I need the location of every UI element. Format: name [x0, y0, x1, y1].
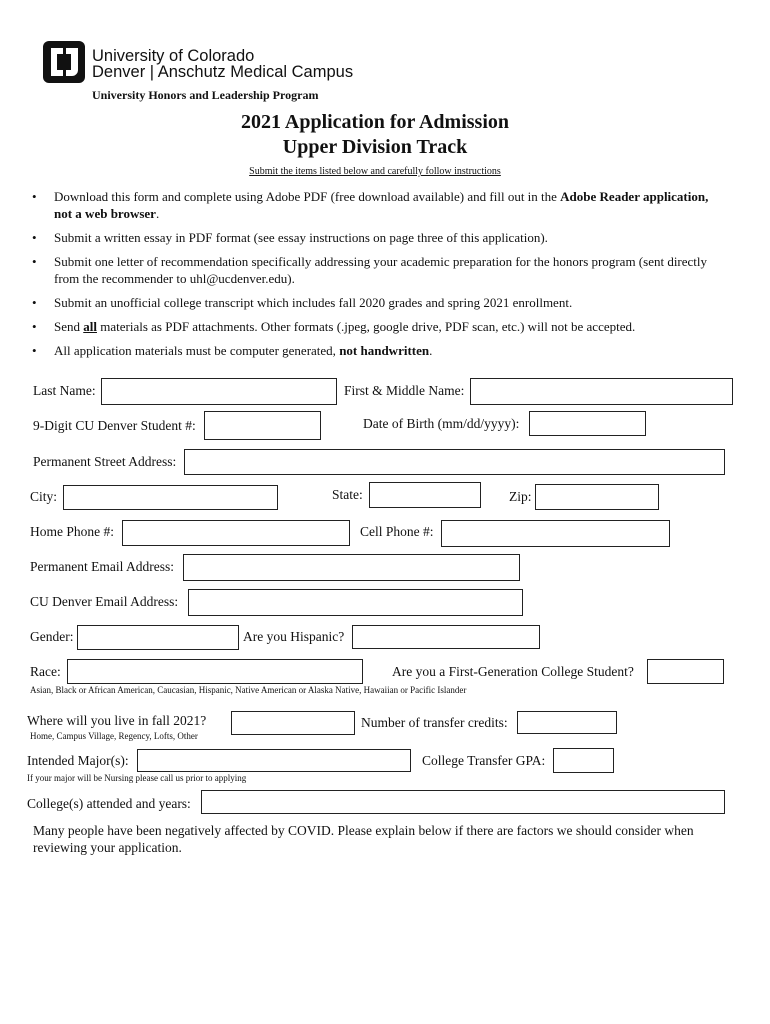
university-name: [92, 48, 353, 80]
university-line2: Denver | Anschutz Medical Campus: [92, 63, 354, 81]
last-name-field[interactable]: [101, 378, 337, 405]
permanent-email-field[interactable]: [183, 554, 520, 581]
instruction-item: • Submit one letter of recommendation specifically addressing your academic preparation for the honors program (sent directly from the recommender to uhl@ucdenver.edu).: [30, 253, 720, 287]
first-gen-field[interactable]: [647, 659, 724, 684]
cu-logo-icon: [42, 40, 86, 84]
university-line1: University of Colorado: [92, 47, 255, 65]
instruction-item: • Download this form and complete using Adobe PDF (free download available) and fill out in the Adobe Reader application, not a web browser.: [30, 188, 720, 222]
page-title: 2021 Application for Admission: [240, 111, 510, 133]
cu-email-label: CU Denver Email Address:: [30, 594, 179, 609]
gender-label: Gender:: [30, 629, 74, 644]
zip-label: Zip:: [509, 489, 532, 504]
major-field[interactable]: [137, 749, 411, 772]
city-field[interactable]: [63, 485, 278, 510]
covid-note: Many people have been negatively affected by COVID. Please explain below if there are factors we should consider when reviewing your application.: [33, 823, 694, 855]
live-fall-hint: Home, Campus Village, Regency, Lofts, Other: [30, 731, 198, 741]
race-field[interactable]: [67, 659, 363, 684]
dob-field[interactable]: [529, 411, 646, 436]
page-subtitle: Upper Division Track: [282, 136, 468, 158]
major-label: Intended Major(s):: [27, 753, 129, 768]
live-fall-label: Where will you live in fall 2021?: [27, 713, 207, 728]
student-number-field[interactable]: [204, 411, 321, 440]
cell-phone-field[interactable]: [441, 520, 670, 547]
last-name-label: Last Name:: [33, 383, 96, 398]
cu-email-field[interactable]: [188, 589, 523, 616]
program-name: University Honors and Leadership Program: [92, 88, 319, 102]
hispanic-label: Are you Hispanic?: [243, 629, 345, 644]
gpa-field[interactable]: [553, 748, 614, 773]
colleges-field[interactable]: [201, 790, 725, 814]
state-label: State:: [332, 487, 363, 502]
colleges-label: College(s) attended and years:: [27, 796, 191, 811]
first-gen-label: Are you a First-Generation College Student?: [392, 664, 634, 679]
student-number-label: 9-Digit CU Denver Student #:: [33, 418, 196, 433]
instruction-item: • Submit an unofficial college transcript which includes fall 2020 grades and spring 2021 enrollment.: [30, 294, 720, 311]
gpa-label: College Transfer GPA:: [422, 753, 546, 768]
street-address-label: Permanent Street Address:: [33, 454, 177, 469]
submit-note: Submit the items listed below and carefully follow instructions: [249, 166, 501, 177]
state-field[interactable]: [369, 482, 481, 508]
race-hint: Asian, Black or African American, Caucasian, Hispanic, Native American or Alaska Native, Hawaiian or Pacific Islander: [30, 685, 467, 695]
zip-field[interactable]: [535, 484, 659, 510]
street-address-field[interactable]: [184, 449, 725, 475]
permanent-email-label: Permanent Email Address:: [30, 559, 174, 574]
hispanic-field[interactable]: [352, 625, 540, 649]
instruction-item: • Submit a written essay in PDF format (see essay instructions on page three of this application).: [30, 229, 720, 246]
major-hint: If your major will be Nursing please call us prior to applying: [27, 773, 247, 783]
dob-label: Date of Birth (mm/dd/yyyy):: [363, 416, 520, 431]
city-label: City:: [30, 489, 58, 504]
transfer-credits-label: Number of transfer credits:: [361, 715, 508, 730]
home-phone-label: Home Phone #:: [30, 524, 114, 539]
home-phone-field[interactable]: [122, 520, 350, 546]
cell-phone-label: Cell Phone #:: [360, 524, 434, 539]
transfer-credits-field[interactable]: [517, 711, 617, 734]
gender-field[interactable]: [77, 625, 239, 650]
instructions-list: [30, 188, 720, 366]
instruction-item: • All application materials must be computer generated, not handwritten.: [30, 342, 720, 359]
instruction-item: • Send all materials as PDF attachments. Other formats (.jpeg, google drive, PDF scan, etc.) will not be accepted.: [30, 318, 720, 335]
race-label: Race:: [30, 664, 61, 679]
first-middle-name-field[interactable]: [470, 378, 733, 405]
first-middle-name-label: First & Middle Name:: [344, 383, 465, 398]
live-fall-field[interactable]: [231, 711, 355, 735]
